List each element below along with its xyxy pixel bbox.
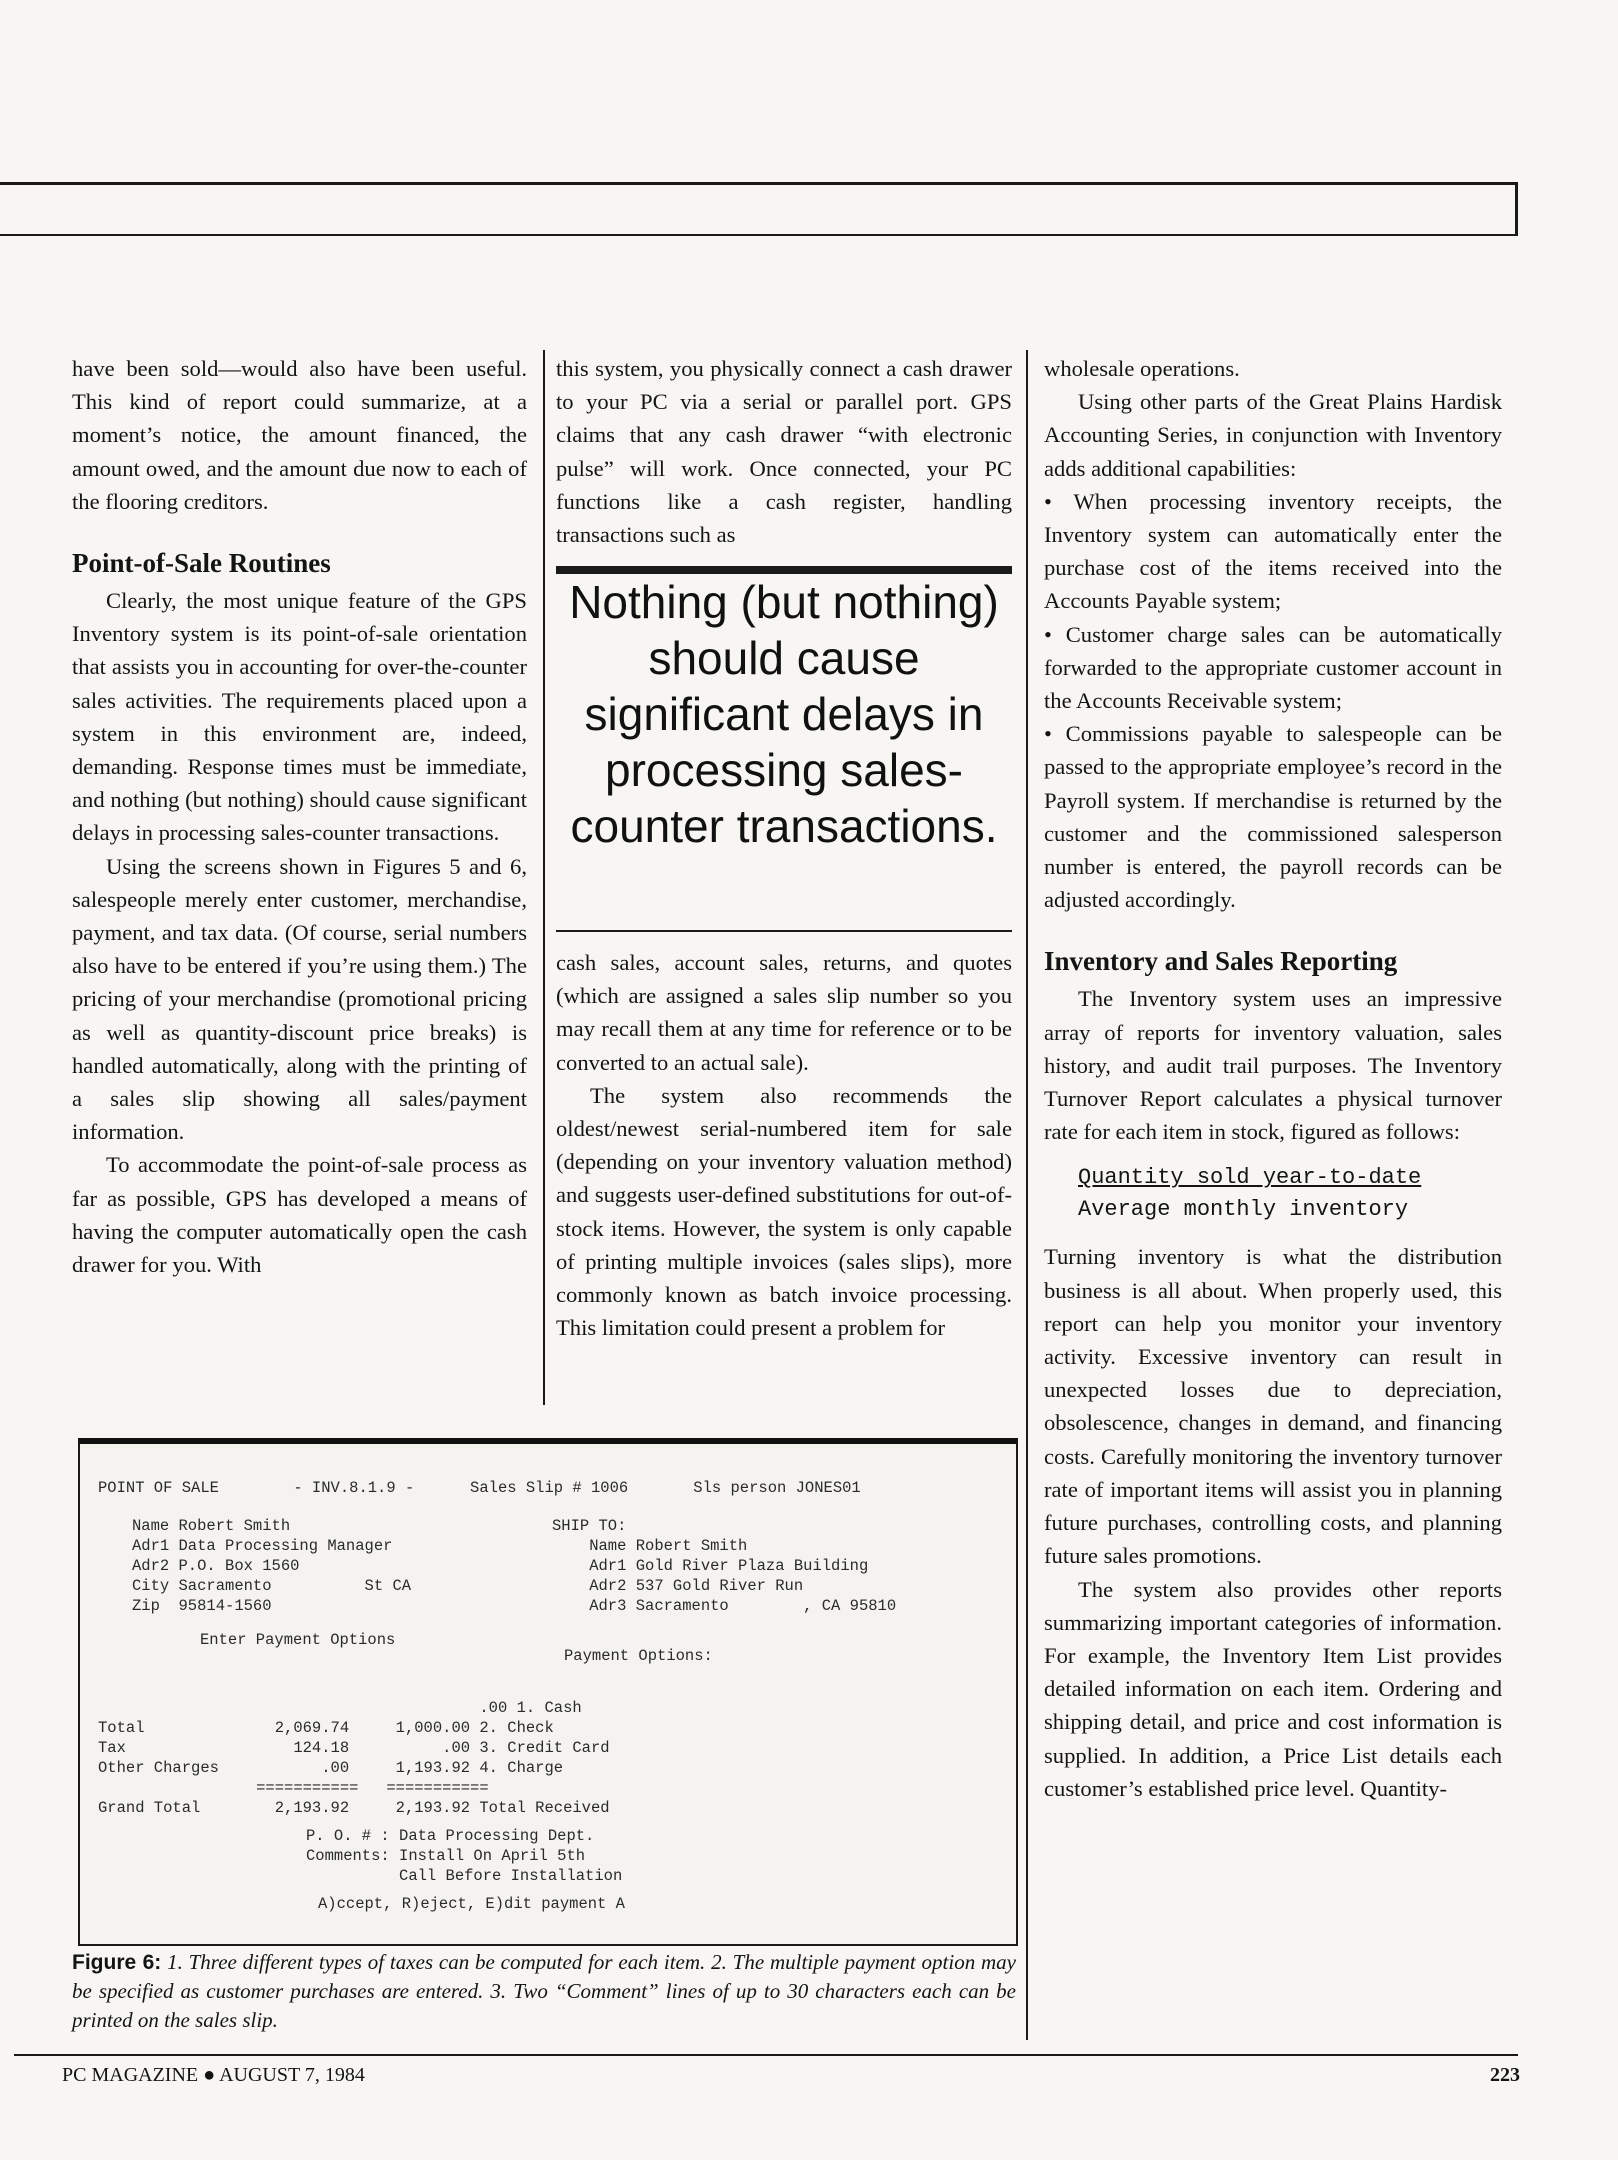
column-2-lower [556, 946, 1012, 1344]
ship-to-block: SHIP TO: Name Robert Smith Adr1 Gold River Plaza Building Adr2 537 Gold River Run Adr3 Sacramento , CA 95810 [552, 1517, 897, 1615]
header-rule-right [1515, 182, 1518, 236]
comments-block: P. O. # : Data Processing Dept. Comments: Install On April 5th Call Before Installation [306, 1827, 623, 1885]
header-rule-bottom [0, 234, 1518, 236]
column-3-paragraph: The Inventory system uses an impressive array of reports for inventory valuation, sales history, and audit trail purposes. The Inventory Turnover Report calculates a physical turnover rate for each item in stock, figured as follows: [1044, 986, 1502, 1145]
pullquote-rule-bottom [556, 930, 1012, 932]
formula-numerator: Quantity sold year-to-date [1078, 1165, 1422, 1191]
figure-caption-text: 1. Three different types of taxes can be computed for each item. 2. The multiple payment option may be specified as customer purchases are entered. 3. Two “Comment” lines of up to 30 characters each can be printed on the sales slip. [72, 1950, 1016, 2032]
totals-block: .00 1. Cash Total 2,069.74 1,000.00 2. Check Tax 124.18 .00 3. Credit Card Other Charges .00 1,193.92 4. Charge =========== =========== Grand Total 2,193.92 2,193.92 Total Received [98, 1699, 610, 1817]
column-2-continuation: this system, you physically connect a cash drawer to your PC via a serial or parallel port. GPS claims that any cash drawer “with electronic pulse” will work. Once connected, your PC functions like a cash register, handling transactions such as [556, 356, 1012, 548]
pull-quote: Nothing (but nothing) should cause significant delays in processing sales-counter transactions. [569, 576, 999, 852]
enter-payment-options: Enter Payment Options [200, 1631, 396, 1649]
column-3-continuation: wholesale operations. [1044, 356, 1240, 381]
column-2-paragraph: The system also recommends the oldest/newest serial-numbered item for sale (depending on your inventory valuation method) and suggests user-defined substitutions for out-of-stock items. However, the system is only capable of printing multiple invoices (sales slips), more commonly known as batch invoice processing. This limitation could present a problem for [556, 1082, 1012, 1341]
column-1-continuation: have been sold—would also have been useful. This kind of report could summarize, at a moment’s notice, the amount financed, the amount owed, and the amount due now to each of the flooring creditors. [72, 356, 527, 514]
column-3-paragraph: Turning inventory is what the distribution business is all about. When properly used, this report can help you monitor your inventory activity. Excessive inventory can result in unexpected losses due to depreciation, obsolescence, changes in demand, and financing costs. Carefully monitoring the inventory turnover rate of important items will assist you in planning future purchases, controlling costs, and planning future sales promotions. [1044, 1244, 1502, 1569]
figure-label: Figure 6: [72, 1951, 162, 1974]
screen-header-line: POINT OF SALE - INV.8.1.9 - Sales Slip # 1006 Sls person JONES01 [98, 1479, 861, 1497]
bullet-item: • Commissions payable to salespeople can be passed to the appropriate employee’s record in the Payroll system. If merchandise is returned by the customer and the commissioned salesperson number is entered, the payroll records can be adjusted accordingly. [1044, 721, 1502, 913]
column-divider-2 [1026, 350, 1028, 2040]
bill-to-block: Name Robert Smith Adr1 Data Processing Manager Adr2 P.O. Box 1560 City Sacramento St CA Zip 95814-1560 [132, 1517, 412, 1615]
column-1-paragraph: To accommodate the point-of-sale process as far as possible, GPS has developed a means of having the computer automatically open the cash drawer for you. With [72, 1152, 527, 1278]
column-1-paragraph: Clearly, the most unique feature of the GPS Inventory system is its point-of-sale orientation that assists you in accounting for over-the-counter sales activities. The requirements placed upon a system in this environment are, indeed, demanding. Response times must be immediate, and nothing (but nothing) should cause significant delays in processing sales-counter transactions. [72, 588, 527, 846]
figure-6-caption [72, 1948, 1016, 2035]
section-heading-inventory-reporting: Inventory and Sales Reporting [1044, 946, 1398, 977]
column-2 [556, 352, 1012, 551]
column-3-paragraph: Using other parts of the Great Plains Hardisk Accounting Series, in conjunction with Inventory adds additional capabilities: [1044, 389, 1502, 481]
section-heading-point-of-sale: Point-of-Sale Routines [72, 548, 331, 579]
bullet-item: • Customer charge sales can be automatically forwarded to the appropriate customer account in the Accounts Receivable system; [1044, 621, 1502, 714]
payment-options-label: Payment Options: [564, 1647, 713, 1665]
column-2-paragraph: cash sales, account sales, returns, and quotes (which are assigned a sales slip number so you may recall them at any time for reference or to be converted to an actual sale). [556, 950, 1012, 1075]
bullet-item: • When processing inventory receipts, the Inventory system can automatically enter the purchase cost of the items received into the Accounts Payable system; [1044, 488, 1502, 614]
column-divider-1 [543, 350, 545, 1405]
column-3 [1044, 352, 1502, 1805]
figure-6-screenshot [78, 1438, 1018, 1946]
footer-rule [14, 2054, 1518, 2056]
column-3-paragraph: The system also provides other reports summarizing important categories of information. For example, the Inventory Item List provides detailed information on each item. Ordering and shipping detail, and price and cost information is supplied. In addition, a Price List details each customer’s established price level. Quantity- [1044, 1576, 1502, 1801]
header-rule-top [0, 182, 1518, 185]
column-1-paragraph: Using the screens shown in Figures 5 and 6, salespeople merely enter customer, merchandise, payment, and tax data. (Of course, serial numbers also have to be entered if you’re using them.) The pricing of your merchandise (promotional pricing as well as quantity-discount price breaks) is handled automatically, along with the printing of a sales slip showing all sales/payment information. [72, 853, 527, 1145]
pullquote-rule-top [556, 566, 1012, 574]
formula-denominator: Average monthly inventory [1078, 1197, 1409, 1223]
payment-prompt: A)ccept, R)eject, E)dit payment A [318, 1895, 625, 1913]
page-number: 223 [1490, 2064, 1520, 2086]
footer-publication: PC MAGAZINE ● AUGUST 7, 1984 [62, 2064, 365, 2086]
column-1 [72, 352, 527, 1281]
turnover-formula [1078, 1162, 1502, 1226]
